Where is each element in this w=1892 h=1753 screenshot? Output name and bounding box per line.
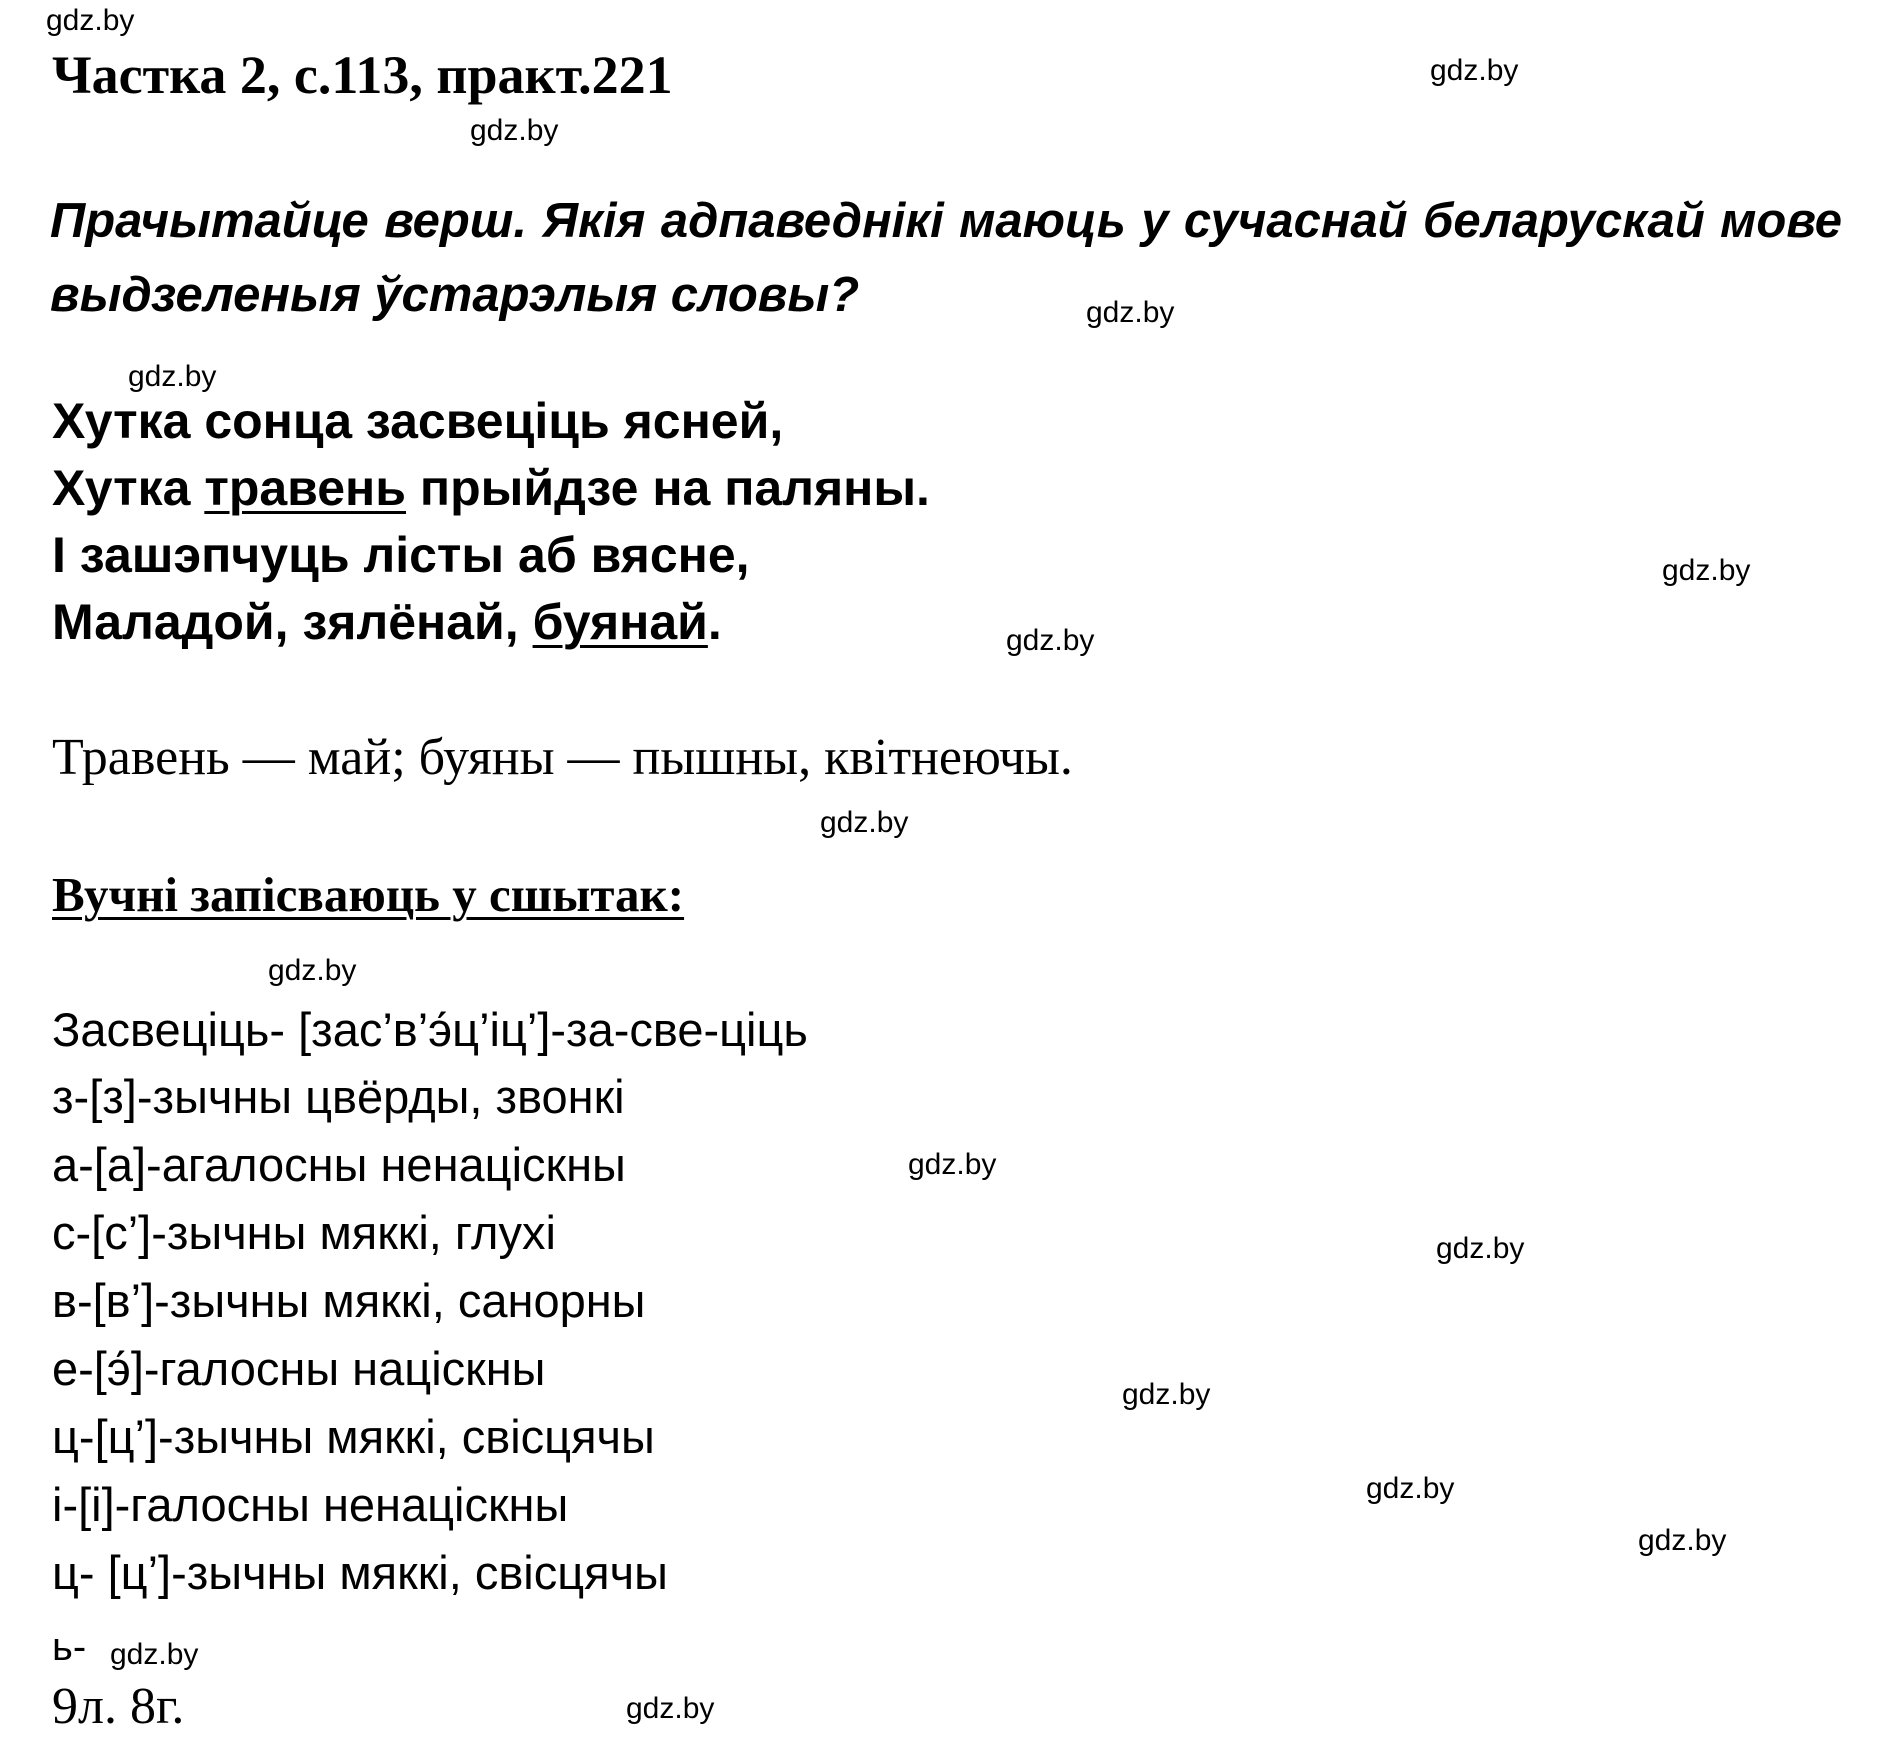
watermark: gdz.by — [1122, 1378, 1211, 1411]
phonetic-line: Засвеціць- [зас’в’э́ц’іц’]-за-све-ціць — [52, 1003, 808, 1056]
poem-line: І зашэпчуць лісты аб вясне, — [52, 527, 750, 583]
letters-sounds-count: 9л. 8г. — [52, 1678, 185, 1735]
poem-line — [52, 594, 722, 650]
phonetic-line: а-[а]-агалосны ненаціскны — [52, 1138, 626, 1191]
poem-text: Маладой, зялёнай, — [52, 594, 533, 650]
highlighted-word: травень — [204, 460, 406, 516]
poem-text: Хутка — [52, 460, 205, 516]
phonetic-line: і-[і]-галосны ненаціскны — [52, 1478, 569, 1531]
phonetic-line: ь- — [52, 1625, 87, 1669]
answer-text: Травень — май; буяны — пышны, квітнеючы. — [52, 729, 1073, 786]
phonetic-line: з-[з]-зычны цвёрды, звонкі — [52, 1070, 625, 1123]
watermark: gdz.by — [110, 1638, 199, 1671]
poem-line: Хутка сонца засвеціць ясней, — [52, 393, 784, 449]
highlighted-word: буянай — [532, 594, 708, 650]
task-instructions: Прачытайце верш. Якія адпаведнікі маюць у сучаснай беларускай мове выдзеленыя ўстарэлыя словы? — [50, 194, 1842, 322]
page-title: Частка 2, с.113, практ.221 — [52, 45, 673, 105]
watermark: gdz.by — [268, 954, 357, 987]
watermark: gdz.by — [1638, 1524, 1727, 1557]
phonetic-line: ц- [ц’]-зычны мяккі, свісцячы — [52, 1546, 668, 1599]
watermark: gdz.by — [46, 4, 135, 37]
watermark: gdz.by — [820, 806, 909, 839]
watermark: gdz.by — [1366, 1472, 1455, 1505]
phonetic-line: с-[с’]-зычны мяккі, глухі — [52, 1206, 556, 1259]
watermark: gdz.by — [470, 114, 559, 147]
poem-line — [52, 460, 930, 516]
phonetic-line: е-[э́]-галосны націскны — [52, 1342, 546, 1395]
poem-text: прыйдзе на паляны. — [406, 460, 930, 516]
watermark: gdz.by — [908, 1148, 997, 1181]
watermark: gdz.by — [626, 1692, 715, 1725]
watermark: gdz.by — [128, 360, 217, 393]
phonetic-line: в-[в’]-зычны мяккі, санорны — [52, 1274, 646, 1327]
watermark: gdz.by — [1436, 1232, 1525, 1265]
watermark: gdz.by — [1086, 296, 1175, 329]
watermark: gdz.by — [1662, 554, 1751, 587]
poem-text: . — [707, 594, 722, 650]
phonetic-line: ц-[ц’]-зычны мяккі, свісцячы — [52, 1410, 655, 1463]
watermark: gdz.by — [1430, 54, 1519, 87]
notebook-heading: Вучні запісваюць у сшытак: — [52, 867, 685, 922]
watermark: gdz.by — [1006, 624, 1095, 657]
